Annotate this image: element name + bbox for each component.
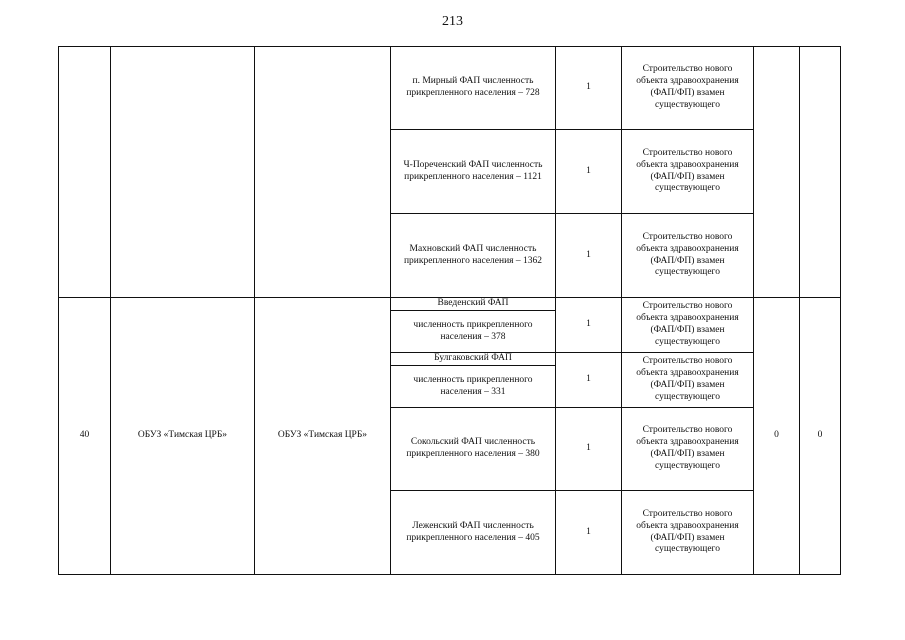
- facilities-table: [58, 46, 841, 575]
- facility-name-cell: п. Мирный ФАП численность прикрепленного населения – 728: [391, 47, 556, 130]
- facility-title-cell: Введенский ФАП: [391, 298, 556, 311]
- facility-title-cell: Булгаковский ФАП: [391, 353, 556, 366]
- col7-cell: [754, 47, 800, 298]
- facility-count-cell: 1: [556, 353, 622, 408]
- facility-count-cell: 1: [556, 408, 622, 491]
- facility-action-cell: Строительство нового объекта здравоохранения (ФАП/ФП) взамен существующего: [622, 47, 754, 130]
- number-cell: 40: [59, 298, 111, 575]
- org2-cell: [255, 47, 391, 298]
- facility-name-cell: численность прикрепленного населения – 331: [391, 366, 556, 408]
- facility-count-cell: 1: [556, 130, 622, 214]
- facility-name-cell: Махновский ФАП численность прикрепленного населения – 1362: [391, 214, 556, 298]
- table-row: [59, 298, 841, 311]
- facility-count-cell: 1: [556, 47, 622, 130]
- facility-count-cell: 1: [556, 214, 622, 298]
- col7-cell: 0: [754, 298, 800, 575]
- facility-action-cell: Строительство нового объекта здравоохранения (ФАП/ФП) взамен существующего: [622, 408, 754, 491]
- number-cell: [59, 47, 111, 298]
- facility-count-cell: 1: [556, 298, 622, 353]
- page-number: 213: [442, 14, 463, 29]
- col8-cell: 0: [800, 298, 841, 575]
- facility-action-cell: Строительство нового объекта здравоохранения (ФАП/ФП) взамен существующего: [622, 353, 754, 408]
- facility-action-cell: Строительство нового объекта здравоохранения (ФАП/ФП) взамен существующего: [622, 491, 754, 575]
- facility-name-cell: Сокольский ФАП численность прикрепленного населения – 380: [391, 408, 556, 491]
- facility-name-cell: численность прикрепленного населения – 378: [391, 311, 556, 353]
- col8-cell: [800, 47, 841, 298]
- facility-action-cell: Строительство нового объекта здравоохранения (ФАП/ФП) взамен существующего: [622, 214, 754, 298]
- facility-count-cell: 1: [556, 491, 622, 575]
- facility-action-cell: Строительство нового объекта здравоохранения (ФАП/ФП) взамен существующего: [622, 298, 754, 353]
- facility-name-cell: Ч-Пореченский ФАП численность прикрепленного населения – 1121: [391, 130, 556, 214]
- org2-cell: ОБУЗ «Тимская ЦРБ»: [255, 298, 391, 575]
- facility-name-cell: Леженский ФАП численность прикрепленного населения – 405: [391, 491, 556, 575]
- org-cell: [111, 47, 255, 298]
- table-row: [59, 47, 841, 130]
- org-cell: ОБУЗ «Тимская ЦРБ»: [111, 298, 255, 575]
- facility-action-cell: Строительство нового объекта здравоохранения (ФАП/ФП) взамен существующего: [622, 130, 754, 214]
